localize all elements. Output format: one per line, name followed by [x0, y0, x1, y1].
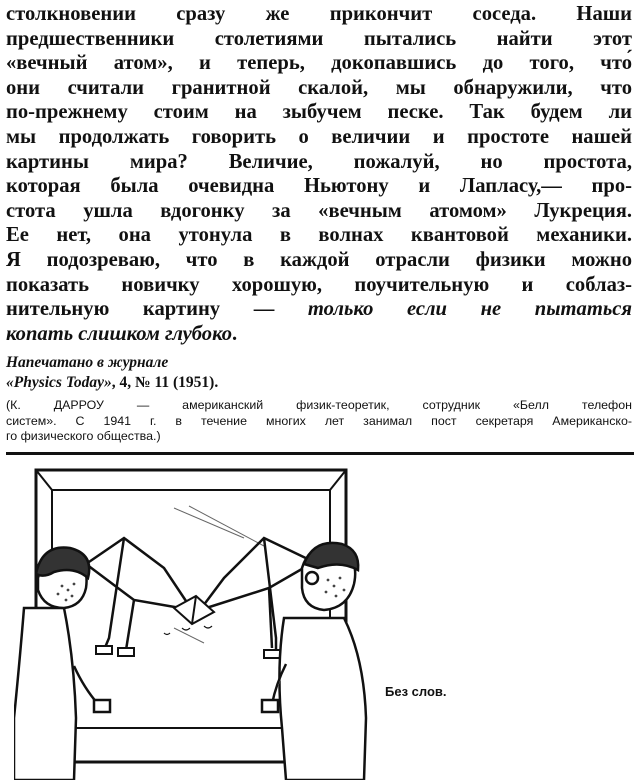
source-reference [6, 373, 632, 393]
note-line: (К. ДАРРОУ — американский физик-теоретик, сотрудник «Белл телефон [6, 398, 632, 412]
source-printed: Напечатано в журнале [6, 354, 169, 371]
text-italic: только если не пытаться [307, 298, 633, 321]
journal-ref: , 4, № 11 (1951). [111, 374, 219, 391]
cartoon-illustration [14, 468, 374, 780]
right-person-figure [262, 543, 366, 780]
article-text [6, 2, 632, 346]
text-line: Я подозреваю, что в каждой отрасли физики можно [6, 248, 632, 271]
strings [86, 538, 314, 652]
cartoon-caption: Без слов. [385, 684, 447, 699]
text-line: картины мира? Величие, пожалуй, но простота, [6, 150, 632, 173]
text-plain: . [232, 322, 238, 345]
publication-source [6, 353, 632, 393]
note-line: го физического общества.) [6, 429, 161, 443]
text-line: мы продолжать говорить о величии и простоте нашей [6, 125, 632, 148]
text-line: которая была очевидна Ньютону и Лапласу,— про- [6, 175, 632, 198]
text-line [6, 322, 632, 347]
text-line: стота ушла вдогонку за «вечным атомом» Лукреция. [6, 199, 632, 222]
left-person-figure [14, 548, 110, 780]
author-note [6, 398, 632, 445]
text-italic: копать слишком глубоко [6, 322, 233, 345]
text-plain: нительную картину — [6, 298, 308, 321]
bench-devices [96, 646, 280, 658]
text-line: предшественники столетиями пытались найти этот [6, 27, 632, 50]
text-line [6, 297, 632, 322]
section-divider [6, 452, 634, 455]
journal-name: «Physics Today» [6, 374, 112, 391]
text-line: Ее нет, она утонула в волнах квантовой механики. [6, 224, 632, 247]
text-line: показать новичку хорошую, поучительную и соблаз- [6, 273, 632, 296]
note-line: систем». С 1941 г. в течение многих лет занимал пост секретаря Американско- [6, 413, 632, 428]
text-line: по-прежнему стоим на зыбучем песке. Так будем ли [6, 101, 632, 124]
text-line: они считали гранитной скалой, мы обнаружили, что [6, 76, 632, 99]
text-line: столкновении сразу же прикончит соседа. Наши [6, 3, 632, 25]
text-line: «вечный атом», и теперь, докопавшись до того, что́ [6, 52, 632, 75]
